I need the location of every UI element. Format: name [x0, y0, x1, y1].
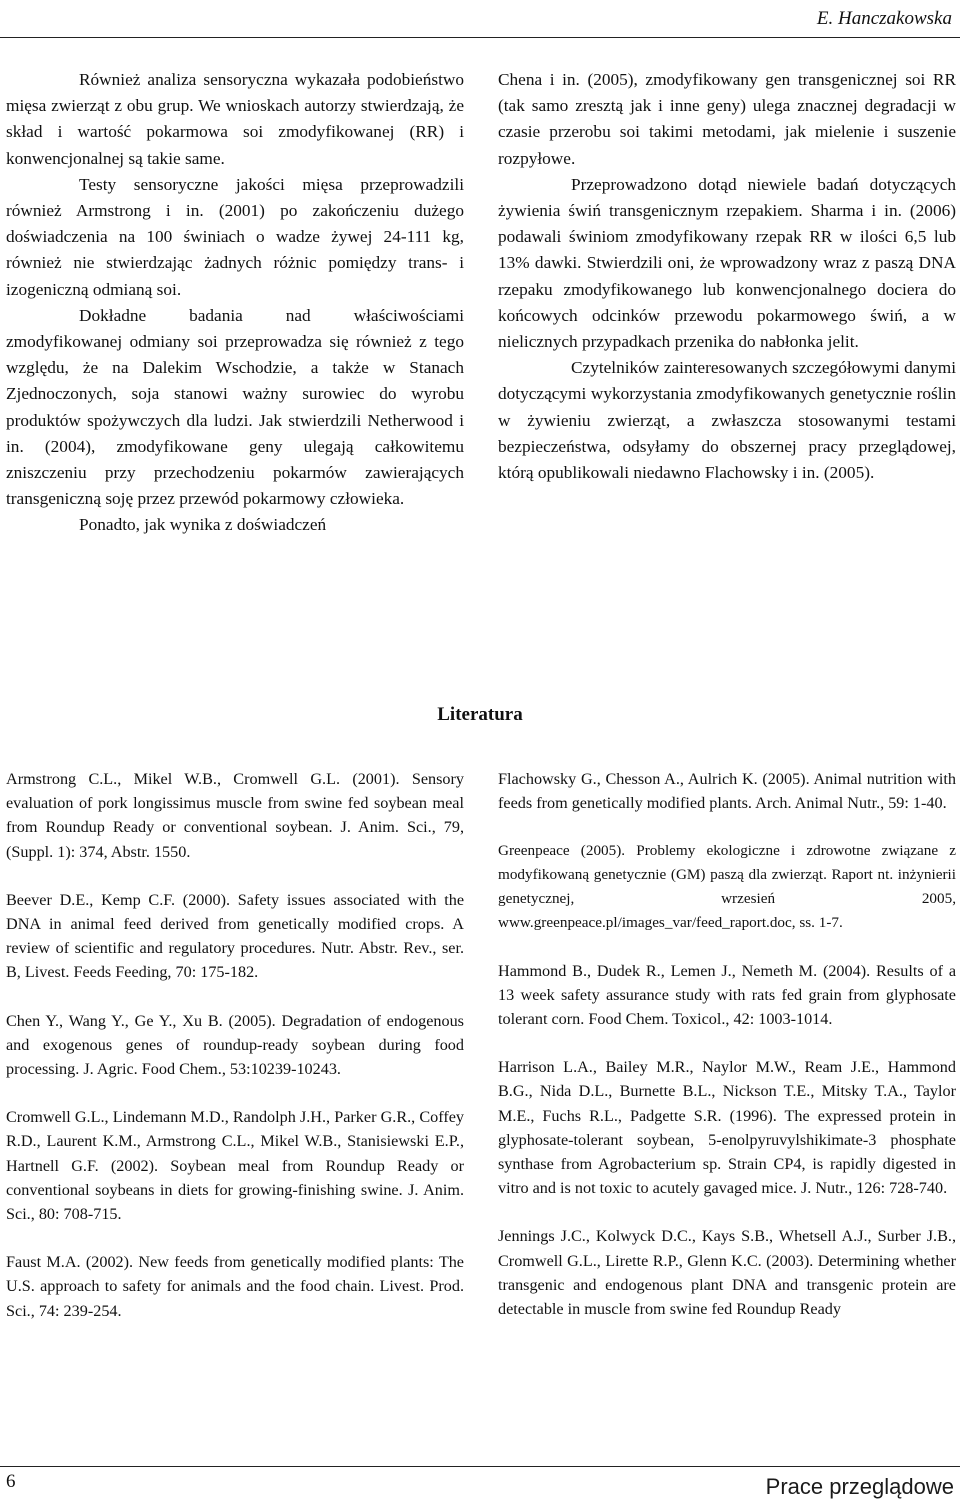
- footer-divider: [0, 1466, 960, 1467]
- body-paragraph: Również analiza sensoryczna wykazała podobieństwo mięsa zwierząt z obu grup. We wnioskach autorzy stwierdzają, że skład i wartość pokarmowa soi zmodyfikowanej (RR) i konwencjonalnej są takie same.: [6, 70, 464, 168]
- references-column-right: [498, 767, 956, 1345]
- reference-authors: Harrison L.A., Bailey M.R., Naylor M.W., Ream J.E., Hammond B.G., Nida D.L., Burnette B.L., Nickson T.E., Mitsky T.A., Taylor M.E., Fuchs R.L., Padgette S.R. (1996).: [498, 1058, 956, 1125]
- reference-entry: [498, 767, 956, 815]
- reference-authors: Hammond B., Dudek R., Lemen J., Nemeth M. (2004).: [498, 961, 871, 980]
- reference-entry: [6, 1105, 464, 1226]
- body-paragraph: Ponadto, jak wynika z doświadczeń: [79, 515, 327, 535]
- reference-details: Safety issues associated with the DNA in animal feed derived from genetically modified crops. A review of scientific and regulatory procedures. Nutr. Abstr. Rev., ser. B, Livest. Feeds Feeding, 70: 175-182.: [6, 890, 464, 982]
- reference-entry: [6, 1009, 464, 1082]
- reference-details: Determining whether transgenic and endogenous plant DNA and transgenic protein are detectable in muscle from swine fed Roundup Ready: [498, 1251, 957, 1319]
- reference-authors: Greenpeace (2005).: [498, 842, 626, 860]
- body-paragraph: Dokładne badania nad właściwościami zmodyfikowanej odmiany soi przeprowadza się również z tego względu, że na Dalekim Wschodzie, a także w Stanach Zjednoczonych, soja stanowi ważny surowiec do wyrobu produktów spożywczych dla ludzi. Jak stwierdzili Netherwood i in. (2004), zmodyfikowane geny ulegają całkowitemu zniszczeniu przy przechodzeniu pokarmów zawierających transgeniczną soję przez przewód pokarmowy człowieka.: [6, 305, 464, 509]
- reference-authors: Jennings J.C., Kolwyck D.C., Kays S.B., Whetsell A.J., Surber J.B., Cromwell G.L., Lirette R.P., Glenn K.C. (2003).: [498, 1227, 956, 1270]
- running-header-author: E. Hanczakowska: [816, 8, 952, 29]
- header-divider: [0, 37, 960, 38]
- reference-details: Soybean meal from Roundup Ready or conventional soybeans in diets for growing-finishing swine. J. Anim. Sci., 80: 708-715.: [6, 1156, 465, 1224]
- body-paragraph: Czytelników zainteresowanych szczegółowymi danymi dotyczącymi wykorzystania zmodyfikowanych genetycznie roślin w żywieniu zwierząt, a zwłaszcza stosowanymi testami bezpieczeństwa, odsyłamy do obszernej pracy przeglądowej, którą opublikowali niedawno Flachowsky i in. (2005).: [498, 358, 956, 483]
- reference-details: Degradation of endogenous and exogenous genes of roundup-ready soybean during food processing. J. Agric. Food Chem., 53:10239-10243.: [6, 1011, 464, 1079]
- references-heading: Literatura: [437, 704, 523, 725]
- body-paragraph: Chena i in. (2005), zmodyfikowany gen transgenicznej soi RR (tak samo zresztą jak i inne geny) ulega znacznej degradacji w czasie przerobu soi takimi metodami, jak mielenie i suszenie rozpyłowe.: [498, 70, 956, 168]
- body-paragraph: Testy sensoryczne jakości mięsa przeprowadzili również Armstrong i in. (2001) po zakończeniu dużego doświadczenia na 100 świniach o wadze żywej 24-111 kg, również nie stwierdzając żadnych różnic pomiędzy trans- i izogeniczną odmianą soi.: [6, 174, 464, 299]
- reference-details: New feeds from genetically modified plants: The U.S. approach to safety for animals and the food chain. Livest. Prod. Sci., 74: 239-254.: [6, 1253, 464, 1320]
- page-number: 6: [6, 1471, 16, 1492]
- reference-entry: [6, 767, 464, 864]
- reference-authors: Chen Y., Wang Y., Ge Y., Xu B. (2005).: [6, 1011, 276, 1030]
- reference-authors: Faust M.A. (2002).: [6, 1253, 134, 1272]
- body-paragraph: Przeprowadzono dotąd niewiele badań dotyczących żywienia świń transgenicznym rzepakiem. Sharma i in. (2006) podawali świniom zmodyfikowany rzepak RR w ilości 6,5 lub 13% dawki. Stwierdzili oni, że wprowadzony wraz z paszą DNA rzepaku zmodyfikowanego lub konwencjonalnego dociera do końcowych odcinków przewodu pokarmowego świń, a w nielicznych przypadkach przenika do nabłonka jelit.: [498, 174, 956, 352]
- reference-entry: [498, 959, 956, 1032]
- reference-entry: [498, 839, 956, 934]
- reference-authors: Beever D.E., Kemp C.F. (2000).: [6, 890, 231, 909]
- reference-entry: [6, 888, 464, 985]
- reference-details: Problemy ekologiczne i zdrowotne związane z modyfikowaną genetycznie (GM) paszą dla zwierząt. Raport nt. inżynierii genetycznej, wrzesień 2005, www.greenpeace.pl/images_var/feed_raport.doc, ss. 1-7.: [498, 842, 957, 931]
- reference-details: Sensory evaluation of pork longissimus muscle from swine fed soybean meal from Roundup Ready or conventional soybean. J. Anim. Sci., 79, (Suppl. 1): 374, Abstr. 1550.: [6, 770, 465, 861]
- reference-authors: Flachowsky G., Chesson A., Aulrich K. (2005).: [498, 770, 810, 788]
- body-column-left: [6, 67, 464, 539]
- reference-entry: [498, 1224, 956, 1321]
- body-column-right: [498, 67, 956, 486]
- reference-details: Results of a 13 week safety assurance study with rats fed grain from glyphosate tolerant corn. Food Chem. Toxicol., 42: 1003-1014.: [498, 961, 957, 1028]
- section-label: Prace przeglądowe: [765, 1474, 954, 1499]
- reference-details: The expressed protein in glyphosate-tolerant soybean, 5-enolpyruvylshikimate-3 phosphate synthase from Agrobacterium sp. Strain CP4, is rapidly digested in vitro and is not toxic to acutely gavaged mice. J. Nutr., 126: 728-740.: [498, 1106, 956, 1198]
- references-column-left: [6, 767, 464, 1347]
- reference-authors: Cromwell G.L., Lindemann M.D., Randolph J.H., Parker G.R., Coffey R.D., Laurent K.M., Armstrong C.L., Mikel W.B., Stanisiewski E.P., Hartnell G.F. (2002).: [6, 1108, 464, 1175]
- reference-authors: Armstrong C.L., Mikel W.B., Cromwell G.L. (2001).: [6, 770, 400, 788]
- reference-entry: [498, 1055, 956, 1200]
- reference-details: Animal nutrition with feeds from genetically modified plants. Arch. Animal Nutr., 59: 1-40.: [498, 770, 957, 813]
- reference-entry: [6, 1250, 464, 1323]
